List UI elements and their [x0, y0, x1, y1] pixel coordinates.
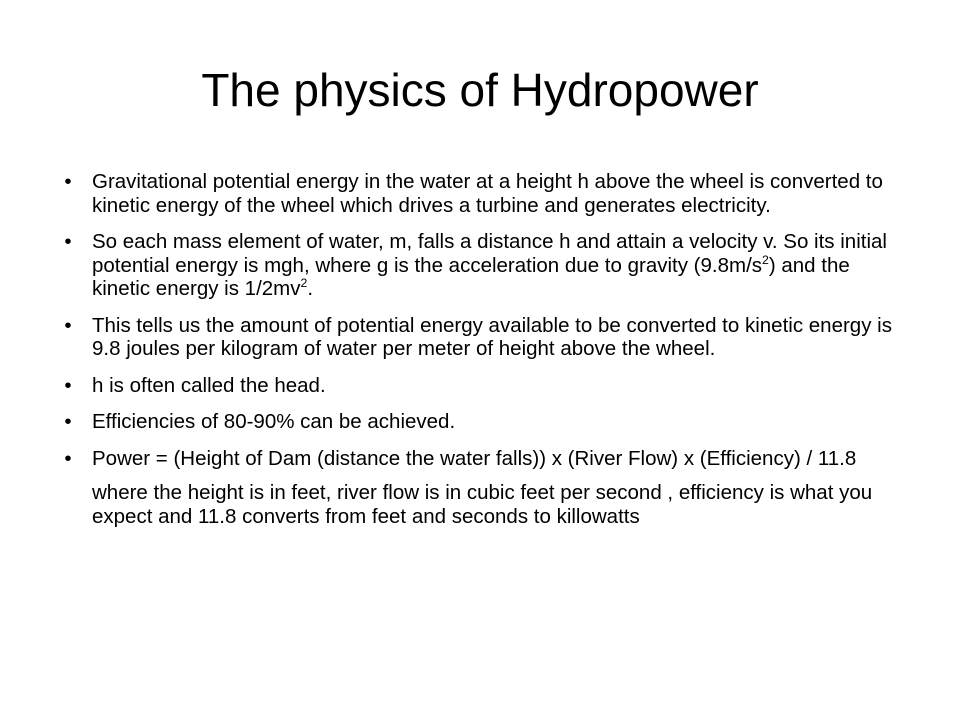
bullet-dot-icon: •: [64, 313, 72, 337]
bullet-text: This tells us the amount of potential energy available to be converted to kinetic energy is 9.8 joules per kilogram of water per meter of height above the wheel.: [92, 313, 892, 360]
bullet-dot-icon: •: [64, 230, 72, 253]
bullet-list: [62, 170, 912, 541]
bullet-dot-icon: •: [64, 170, 72, 193]
superscript: 2: [300, 276, 308, 291]
bullet-text-part: So each mass element of water, m, falls a distance h and attain a velocity v. So its initial potential energy is mgh, where g is the acceleration due to gravity (9.8m/s: [92, 230, 887, 277]
slide-title: The physics of Hydropower: [201, 64, 759, 116]
bullet-item-power-formula: [62, 447, 912, 471]
bullet-item-gravitational-energy: [62, 170, 912, 217]
bullet-continuation: [62, 481, 912, 528]
bullet-text-part: .: [307, 277, 314, 300]
bullet-dot-icon: •: [64, 373, 72, 397]
bullet-item-potential-energy: [62, 314, 912, 361]
bullet-item-head: [62, 374, 912, 398]
continuation-text: where the height is in feet, river flow is in cubic feet per second , efficiency is what you expect and 11.8 converts from feet and seconds to killowatts: [92, 481, 873, 528]
bullet-text: Power = (Height of Dam (distance the water falls)) x (River Flow) x (Efficiency) / 11.8: [92, 446, 857, 470]
bullet-text: h is often called the head.: [92, 373, 326, 397]
bullet-item-efficiencies: [62, 410, 912, 434]
bullet-text-part: ) and the kinetic energy is 1/2mv: [92, 253, 850, 300]
bullet-text: Efficiencies of 80-90% can be achieved.: [92, 410, 456, 433]
bullet-text: Gravitational potential energy in the water at a height h above the wheel is converted to kinetic energy of the wheel which drives a turbine and generates electricity.: [92, 170, 883, 217]
bullet-item-mass-element: [62, 230, 912, 301]
superscript: 2: [762, 252, 769, 267]
bullet-dot-icon: •: [64, 446, 72, 470]
bullet-dot-icon: •: [64, 410, 72, 433]
